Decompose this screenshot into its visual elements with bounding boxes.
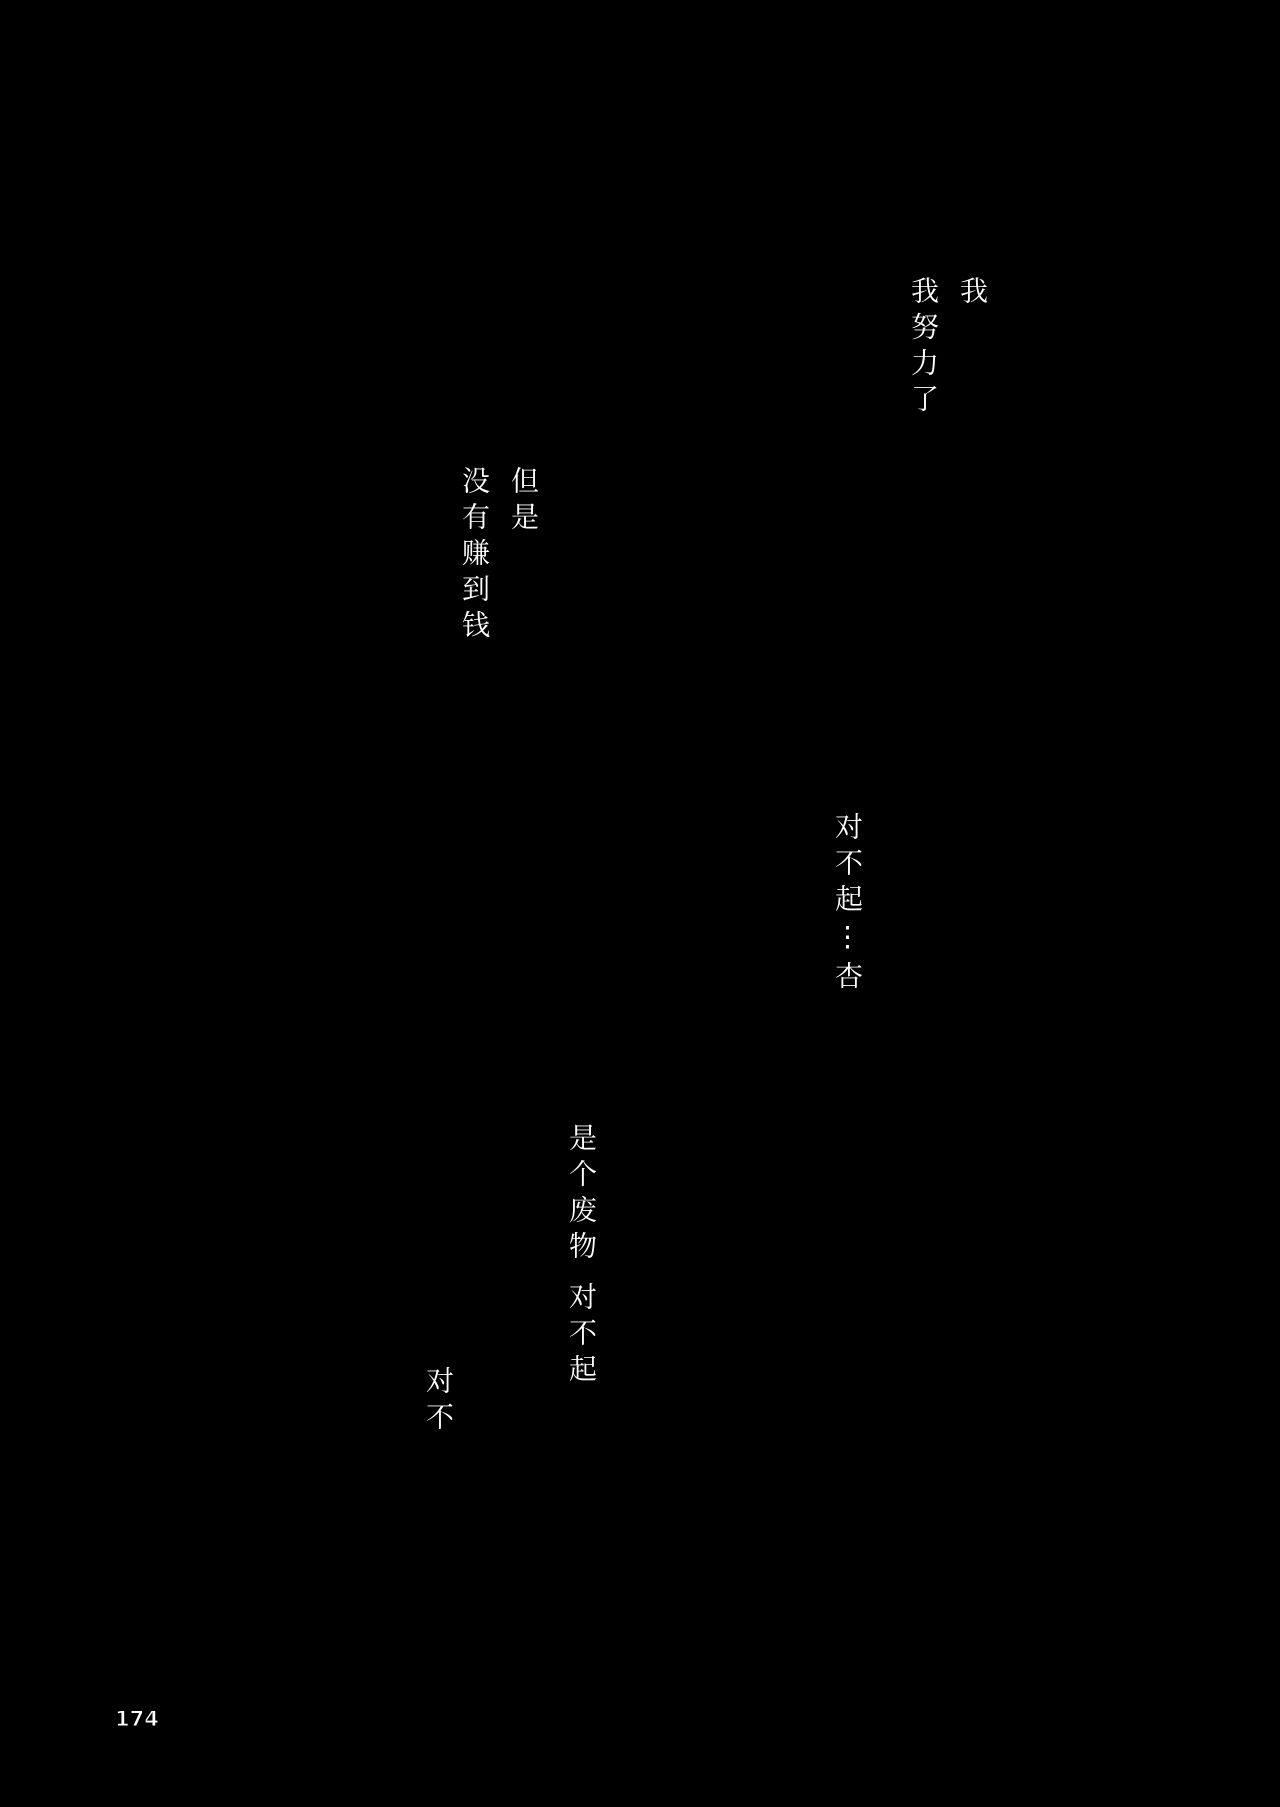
text-line-5: 对不起⋮杏 xyxy=(831,812,864,997)
text-line-3: 但是 xyxy=(507,466,540,538)
text-line-2: 我努力了 xyxy=(907,276,940,420)
text-line-4: 没有赚到钱 xyxy=(458,466,491,646)
text-line-7: 对不起 xyxy=(565,1282,598,1390)
text-line-8: 对不 xyxy=(422,1366,455,1438)
text-line-6: 是个废物 xyxy=(565,1123,598,1267)
page-number: 174 xyxy=(115,1707,159,1731)
text-line-1: 我 xyxy=(956,276,989,312)
